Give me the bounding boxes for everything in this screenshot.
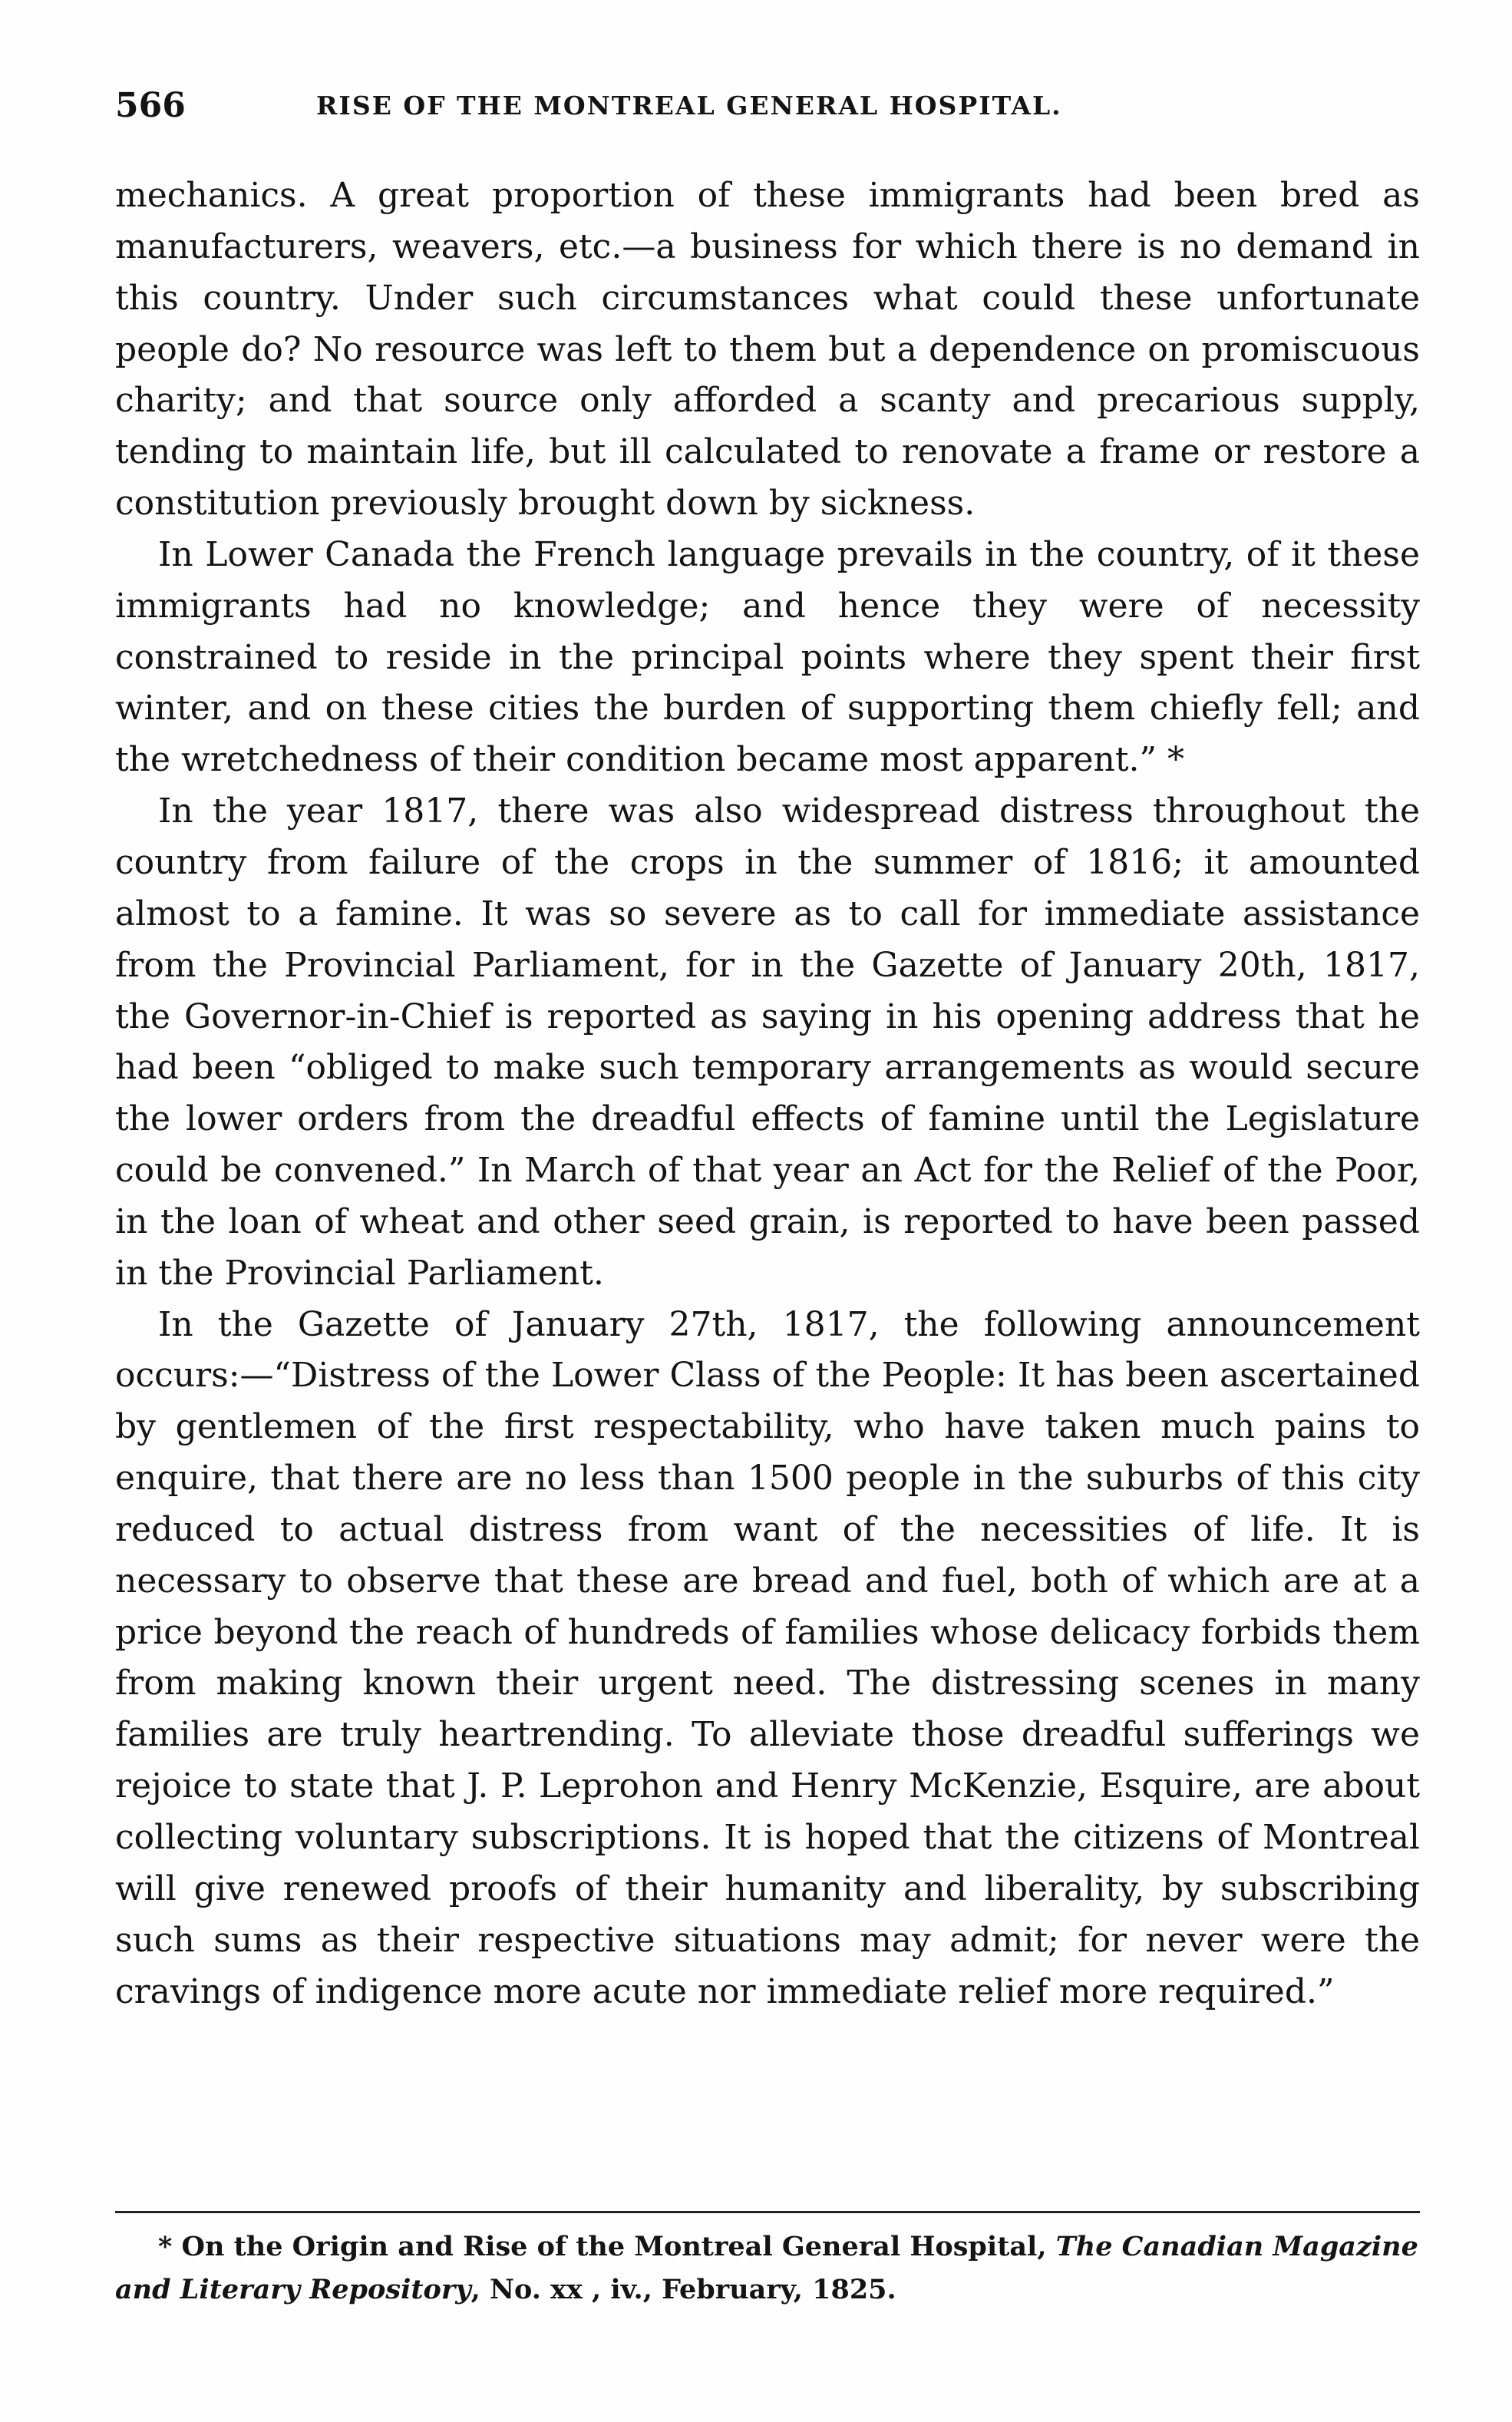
page-number: 566 (115, 86, 186, 125)
page-header (115, 86, 1420, 132)
paragraph-year-1817: In the year 1817, there was also widespread distress throughout the country from failure of the crops in the summer of 1816; it amounted almost to a famine. It was so severe as to call for immediate assistance from the Provincial Parliament, for in the Gazette of January 20th, 1817, the Governor-in-Chief is reported as saying in his opening address that he had been “obliged to make such temporary arrangements as would secure the lower orders from the dreadful effects of famine until the Legislature could be convened.” In March of that year an Act for the Relief of the Poor, in the loan of wheat and other seed grain, is reported to have been passed in the Provincial Parliament. (115, 791, 1420, 1293)
page-body (115, 170, 1420, 2017)
paragraph-gazette-announcement: In the Gazette of January 27th, 1817, the following announcement occurs:—“Distress of the Lower Class of the People: It has been ascertained by gentlemen of the first respectability, who have taken much pains to enquire, that there are no less than 1500 people in the suburbs of this city reduced to actual distress from want of the necessities of life. It is necessary to observe that these are bread and fuel, both of which are at a price beyond the reach of hundreds of families whose delicacy forbids them from making known their urgent need. The distressing scenes in many families are truly heartrending. To alleviate those dreadful sufferings we rejoice to state that J. P. Leprohon and Henry McKenzie, Esquire, are about collecting voluntary subscriptions. It is hoped that the citizens of Montreal will give renewed proofs of their humanity and liberality, by subscribing such sums as their respective situations may admit; for never were the cravings of indigence more acute nor immediate relief more required.” (115, 1304, 1420, 2011)
footnote-journal-title: The Canadian Magazine and Literary Repository (115, 2231, 1418, 2305)
footnote-text: * On the Origin and Rise of the Montreal General Hospital, (158, 2231, 1056, 2262)
footnote-divider (115, 2211, 1420, 2213)
paragraph-lower-canada: In Lower Canada the French language prevails in the country, of it these immigrants had no knowledge; and hence they were of necessity constrained to reside in the principal points where they spent their first winter, and on these cities the burden of supporting them chiefly fell; and the wretchedness of their condition became most apparent.” * (115, 534, 1420, 780)
footnote-citation: , No. xx , iv., February, 1825. (470, 2274, 896, 2305)
paragraph-continuation: mechanics. A great proportion of these immigrants had been bred as manufacturers, weavers, etc.—a business for which there is no demand in this country. Under such circumstances what could these unfortunate people do? No resource was left to them but a dependence on promiscuous charity; and that source only afforded a scanty and precarious supply, tending to maintain life, but ill calculated to renovate a frame or restore a constitution previously brought down by sickness. (115, 176, 1420, 524)
running-head: RISE OF THE MONTREAL GENERAL HOSPITAL. (316, 91, 1062, 121)
footnote (115, 2225, 1420, 2311)
